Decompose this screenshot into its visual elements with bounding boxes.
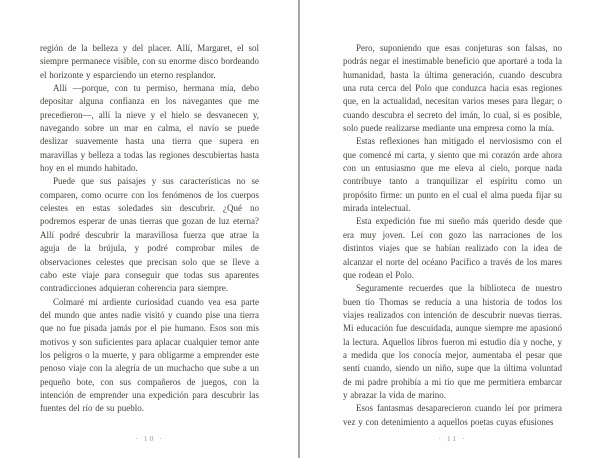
- left-page-text: [40, 42, 259, 416]
- paragraph: Estas reflexiones han mitigado el nerviosismo con el que comencé mi carta, y siento que mi corazón arde ahora con un entusiasmo que me eleva al cielo, porque nada contribuye tanto a tranquilizar el espíritu como un propósito firme: un punto en el cual el alma pueda fijar su mirada intelectual.: [343, 136, 562, 214]
- paragraph: Puede que sus paisajes y sus características no se comparen, como ocurre con los fenómenos de los cuerpos celestes en estas soledades sin descubrir. ¿Qué no podremos esperar de unas tierras que gozan de luz eterna? Allí podré descubrir la maravillosa fuerza que atrae la aguja de la brújula, y podré comprobar miles de observaciones celestes que precisan solo que se lleve a cabo este viaje para conseguir que todas sus aparentes contradicciones adquieran coherencia para siempre.: [40, 176, 259, 294]
- paragraph: Seguramente recuerdes que la biblioteca de nuestro buen tío Thomas se reducía a una historia de todos los viajes realizados con intención de descubrir nuevas tierras. Mi educación fue descuidada, aunque siempre me apasionó la lectura. Aquellos libros fueron mi estudio día y noche, y a medida que los conocía mejor, aumentaba el pesar que sentí cuando, siendo un niño, supe que la última voluntad de mi padre prohibía a mi tío que me permitiera embarcar y abrazar la vida de marino.: [343, 283, 562, 400]
- right-page: [300, 0, 600, 458]
- paragraph: región de la belleza y del placer. Allí, Margaret, el sol siempre permanece visible, con su enorme disco bordeando el horizonte y esparciendo un eterno resplandor.: [40, 43, 259, 80]
- paragraph: Colmaré mi ardiente curiosidad cuando vea esa parte del mundo que antes nadie visitó y cuando pise una tierra que no fue pisada jamás por el pie humano. Esos son mis motivos y son suficientes para aplacar cualquier temor ante los peligros o la muerte, y para obligarme a emprender este penoso viaje con la alegría de un muchacho que sube a un pequeño bote, con sus compañeros de juegos, con la intención de emprender una expedición para descubrir las fuentes del río de su pueblo.: [40, 296, 259, 414]
- left-page-number: · 10 ·: [135, 434, 164, 443]
- paragraph: Esos fantasmas desaparecieron cuando leí por primera vez y con detenimiento a aquellos poetas cuyas efusiones: [343, 403, 562, 427]
- paragraph: Pero, suponiendo que esas conjeturas son falsas, no podrás negar el inestimable beneficio que aportaré a toda la humanidad, hasta la última generación, cuando descubra una ruta cerca del Polo que conduzca hacia esas regiones que, en la actualidad, necesitan varios meses para llegar; o cuando descubra el secreto del imán, lo cual, si es posible, solo puede realizarse mediante una empresa como la mía.: [343, 43, 562, 134]
- paragraph: Esta expedición fue mi sueño más querido desde que era muy joven. Leí con gozo las narraciones de los distintos viajes que se habían realizado con la idea de alcanzar el norte del océano Pacífico a través de los mares que rodean el Polo.: [343, 216, 562, 280]
- right-page-text: [343, 42, 562, 429]
- right-page-number: · 11 ·: [438, 434, 467, 443]
- paragraph: Allí —porque, con tu permiso, hermana mía, debo depositar alguna confianza en los navegantes que me precedieron—, allí la nieve y el hielo se desvanecen y, navegando sobre un mar en calma, el navío se puede deslizar suavemente hasta una tierra que supera en maravillas y belleza a todas las regiones descubiertas hasta hoy en el mundo habitado.: [40, 83, 259, 174]
